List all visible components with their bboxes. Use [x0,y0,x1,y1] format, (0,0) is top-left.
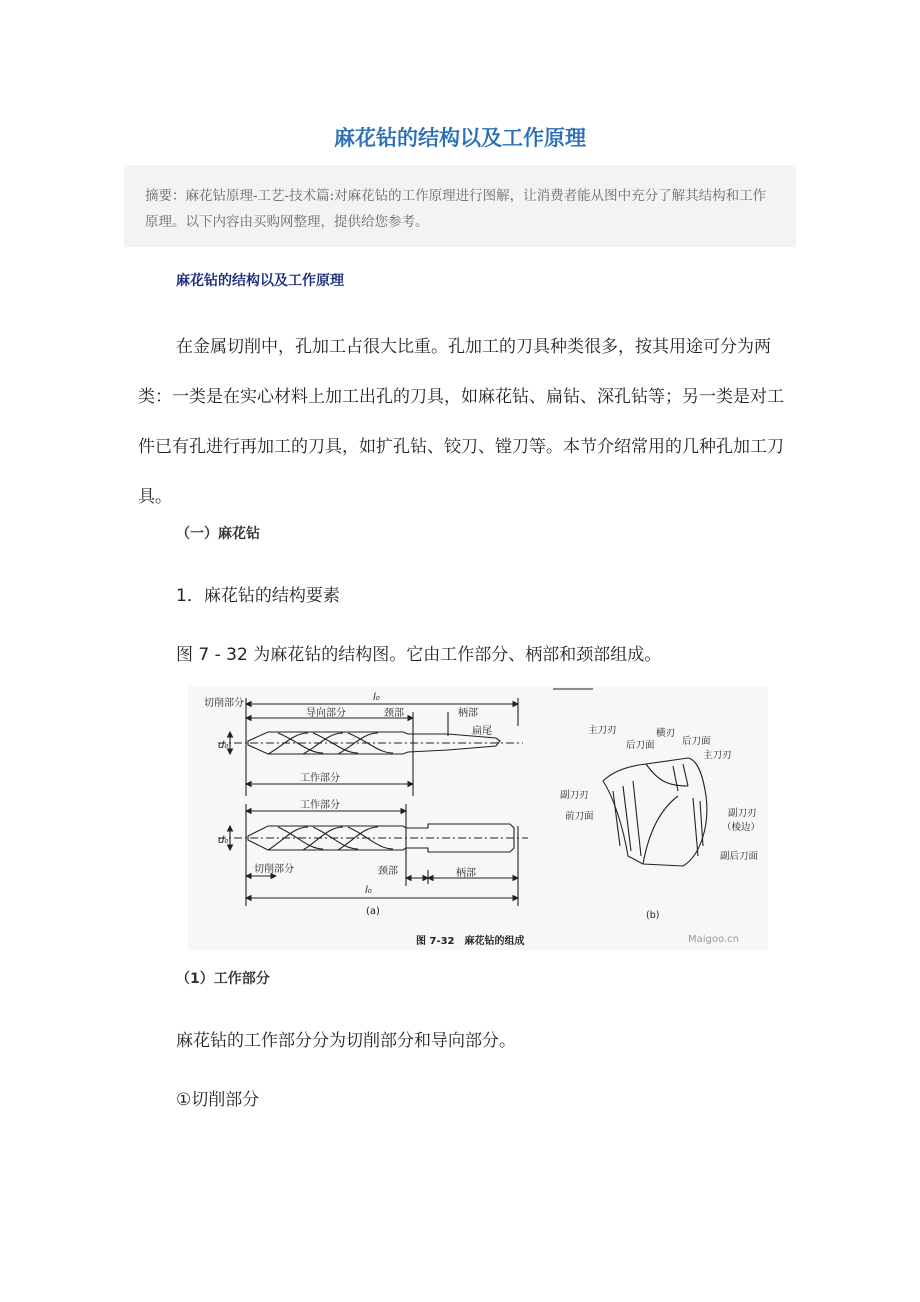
label-guide: 导向部分 [306,708,346,719]
subheading-working-part: （1）工作部分 [176,971,270,987]
label-front-face: 前刀面 [565,811,594,822]
label-cutting-top: 切削部分 [204,698,244,709]
page-title: 麻花钻的结构以及工作原理 [334,126,586,150]
label-d0-bottom: d₀ [218,835,229,846]
working-part-text: 麻花钻的工作部分分为切削部分和导向部分。 [176,1031,516,1051]
item-heading-structure: 1．麻花钻的结构要素 [176,586,340,606]
label-minor-back-face: 副后刀面 [720,851,759,862]
caption-a: (a) [366,906,380,917]
label-work-top: 工作部分 [300,773,340,784]
label-main-edge-right: 主刀刃 [703,750,732,761]
label-land: （棱边） [722,822,761,833]
label-back-face-right: 后刀面 [682,736,711,747]
subheading-cutting-part: ①切削部分 [176,1090,260,1110]
figure-caption: 图 7-32 麻花钻的组成 [416,936,525,947]
label-d0-top: d₀ [218,740,229,751]
intro-paragraph: 在金属切削中，孔加工占很大比重。孔加工的刀具种类很多，按其用途可分为两类：一类是在实心材料上加工出孔的刀具，如麻花钻、扁钻、深孔钻等；另一类是对工件已有孔进行再加工的刀具，如扩孔钻、铰刀、镗刀等。本节介绍常用的几种孔加工刀具。 [138,337,784,507]
abstract-text: 摘要：麻花钻原理-工艺-技术篇:对麻花钻的工作原理进行图解，让消费者能从图中充分了解其结构和工作原理。以下内容由买购网整理，提供给您参考。 [145,188,767,230]
section-heading-twist-drill: （一）麻花钻 [176,526,260,542]
label-tang: 扁尾 [472,726,492,737]
article-subhead: 麻花钻的结构以及工作原理 [176,273,344,289]
caption-b: (b) [646,910,660,921]
label-minor-edge-left: 副刀刃 [560,790,589,801]
figure-twist-drill [188,686,768,950]
abstract-box [124,165,796,247]
label-neck-bottom: 颈部 [378,866,398,877]
label-minor-edge-right: 副刀刃 [728,808,757,819]
label-work-bottom: 工作部分 [300,800,340,811]
drill-b-diagram [553,689,707,866]
watermark: Maigoo.cn [688,934,739,945]
label-l0-top: l₀ [373,692,380,703]
label-neck-top: 颈部 [384,708,404,719]
figure-intro-text: 图 7 - 32 为麻花钻的结构图。它由工作部分、柄部和颈部组成。 [176,645,662,665]
label-main-edge-left: 主刀刃 [588,725,617,736]
label-chisel-edge: 横刃 [656,728,676,739]
label-l0-bottom: l₀ [365,885,372,896]
label-cutting-bottom: 切削部分 [254,864,294,875]
label-back-face-left: 后刀面 [626,740,655,751]
label-shank-top: 柄部 [458,708,478,719]
label-shank-bottom: 柄部 [456,868,476,879]
